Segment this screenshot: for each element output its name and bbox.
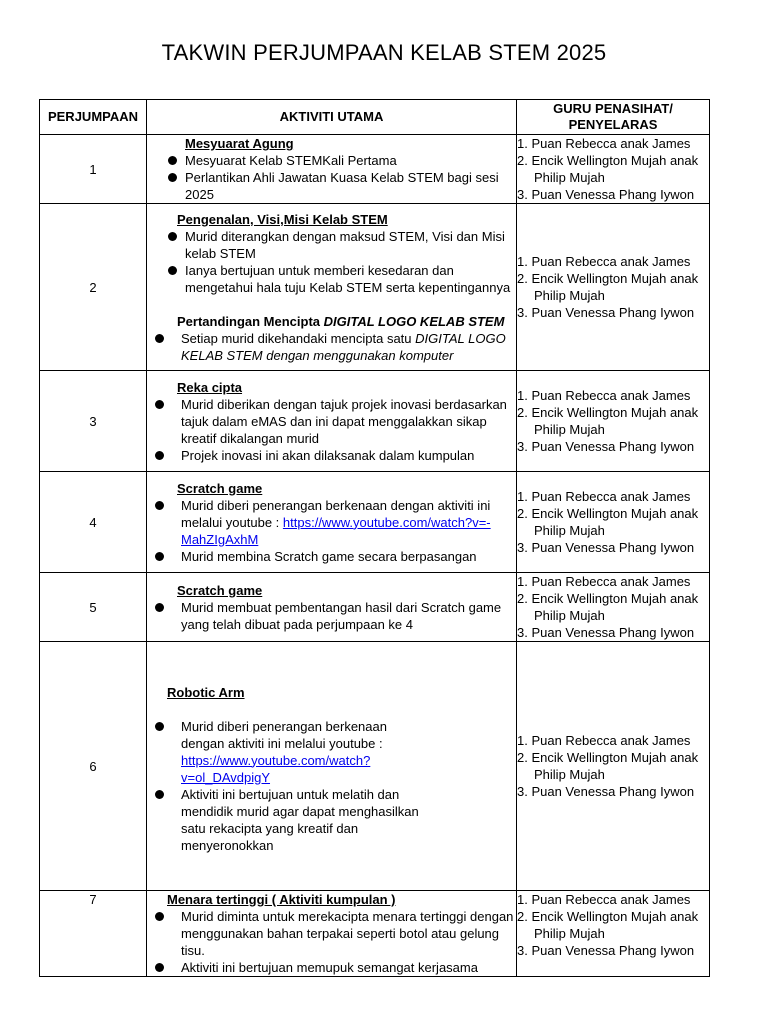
guru-item: 2. Encik Wellington Mujah anak Philip Mujah xyxy=(517,271,699,303)
guru-cell xyxy=(517,371,710,472)
list-item: Aktiviti ini bertujuan untuk melatih dan mendidik murid agar dapat menghasilkan satu rekacipta yang kreatif dan menyeronokkan xyxy=(147,786,516,854)
activity-heading: Menara tertinggi ( Aktiviti kumpulan ) xyxy=(167,892,396,907)
list-item: Murid diterangkan dengan maksud STEM, Visi dan Misi kelab STEM xyxy=(147,228,516,262)
guru-item: 2. Encik Wellington Mujah anak Philip Mujah xyxy=(517,153,699,185)
activity-cell xyxy=(147,135,517,204)
table-row xyxy=(40,642,710,891)
activity-list xyxy=(147,152,516,203)
youtube-link[interactable]: https://www.youtube.com/watch?v=-MahZIgAxhM xyxy=(181,514,491,547)
list-item: Murid diberikan dengan tajuk projek inovasi berdasarkan tajuk dalam eMAS dan ini dapat menggalakkan sikap kreatif dikalangan murid xyxy=(147,396,516,447)
guru-cell xyxy=(517,891,710,977)
guru-item: 3. Puan Venessa Phang Iywon xyxy=(517,187,695,202)
activity-cell xyxy=(147,642,517,891)
guru-item: 2. Encik Wellington Mujah anak Philip Mujah xyxy=(517,591,699,623)
guru-list xyxy=(517,891,709,959)
activity-heading: Reka cipta xyxy=(177,379,243,395)
schedule-table xyxy=(39,99,710,977)
activity-cell xyxy=(147,573,517,642)
guru-cell xyxy=(517,135,710,204)
list-item: Perlantikan Ahli Jawatan Kuasa Kelab STEM bagi sesi 2025 xyxy=(147,169,516,203)
activity-heading: Pengenalan, Visi,Misi Kelab STEM xyxy=(177,211,388,227)
guru-list xyxy=(517,732,709,800)
activity-cell xyxy=(147,472,517,573)
list-item: Murid diminta untuk merekacipta menara tertinggi dengan menggunakan bahan terpakai seperti botol atau gelung tisu. xyxy=(147,908,516,959)
guru-item: 2. Encik Wellington Mujah anak Philip Mujah xyxy=(517,909,699,941)
table-row xyxy=(40,135,710,204)
guru-item: 2. Encik Wellington Mujah anak Philip Mujah xyxy=(517,750,699,782)
meeting-number: 3 xyxy=(40,371,147,472)
guru-list xyxy=(517,253,709,321)
list-item: Ianya bertujuan untuk memberi kesedaran dan mengetahui hala tuju Kelab STEM serta kepentingannya xyxy=(147,262,516,296)
guru-item: 1. Puan Rebecca anak James xyxy=(517,254,691,269)
activity-list xyxy=(147,228,516,296)
list-item: Murid membina Scratch game secara berpasangan xyxy=(147,548,516,565)
activity-list xyxy=(147,330,516,364)
meeting-number: 6 xyxy=(40,642,147,891)
guru-cell xyxy=(517,204,710,371)
list-item: Mesyuarat Kelab STEMKali Pertama xyxy=(147,152,516,169)
activity-list xyxy=(147,599,516,633)
guru-item: 1. Puan Rebecca anak James xyxy=(517,733,691,748)
guru-item: 3. Puan Venessa Phang Iywon xyxy=(517,305,695,320)
activity-heading: Scratch game xyxy=(177,582,263,598)
activity-heading: Mesyuarat Agung xyxy=(185,136,294,151)
guru-item: 1. Puan Rebecca anak James xyxy=(517,574,691,589)
guru-item: 1. Puan Rebecca anak James xyxy=(517,489,691,504)
competition-heading: Pertandingan Mencipta DIGITAL LOGO KELAB STEM xyxy=(177,313,505,329)
activity-cell xyxy=(147,204,517,371)
guru-item: 1. Puan Rebecca anak James xyxy=(517,136,691,151)
guru-list xyxy=(517,488,709,556)
guru-item: 3. Puan Venessa Phang Iywon xyxy=(517,439,695,454)
list-item: Murid diberi penerangan berkenaan dengan aktiviti ini melalui youtube : https://www.youtube.com/watch?v=ol_DAvdpigY xyxy=(147,718,516,786)
list-item: Setiap murid dikehandaki mencipta satu DIGITAL LOGO KELAB STEM dengan menggunakan komputer xyxy=(147,330,516,364)
guru-item: 2. Encik Wellington Mujah anak Philip Mujah xyxy=(517,506,699,538)
activity-list xyxy=(147,718,516,854)
guru-cell xyxy=(517,642,710,891)
activity-cell xyxy=(147,371,517,472)
activity-heading: Scratch game xyxy=(177,480,263,496)
meeting-number: 7 xyxy=(40,891,147,977)
meeting-number: 1 xyxy=(40,135,147,204)
meeting-number: 4 xyxy=(40,472,147,573)
guru-item: 3. Puan Venessa Phang Iywon xyxy=(517,784,695,799)
guru-item: 3. Puan Venessa Phang Iywon xyxy=(517,540,695,555)
activity-list xyxy=(147,497,516,565)
guru-item: 1. Puan Rebecca anak James xyxy=(517,388,691,403)
activity-list xyxy=(147,396,516,464)
header-guru: GURU PENASIHAT/ PENYELARAS xyxy=(517,100,710,135)
table-row xyxy=(40,891,710,977)
table-row xyxy=(40,573,710,642)
guru-cell xyxy=(517,472,710,573)
guru-list xyxy=(517,573,709,641)
table-header-row xyxy=(40,100,710,135)
guru-item: 2. Encik Wellington Mujah anak Philip Mujah xyxy=(517,405,699,437)
meeting-number: 5 xyxy=(40,573,147,642)
activity-list xyxy=(147,908,516,976)
header-perjumpaan: PERJUMPAAN xyxy=(40,100,147,135)
guru-item: 3. Puan Venessa Phang Iywon xyxy=(517,943,695,958)
guru-cell xyxy=(517,573,710,642)
meeting-number: 2 xyxy=(40,204,147,371)
list-item: Aktiviti ini bertujuan memupuk semangat kerjasama xyxy=(147,959,516,976)
table-row xyxy=(40,204,710,371)
guru-list xyxy=(517,135,709,203)
list-item: Projek inovasi ini akan dilaksanak dalam kumpulan xyxy=(147,447,516,464)
page-title: TAKWIN PERJUMPAAN KELAB STEM 2025 xyxy=(161,40,607,65)
guru-list xyxy=(517,387,709,455)
table-row xyxy=(40,472,710,573)
youtube-link[interactable]: https://www.youtube.com/watch?v=ol_DAvdpigY xyxy=(181,752,371,785)
list-item: Murid diberi penerangan berkenaan dengan aktiviti ini melalui youtube : https://www.youtube.com/watch?v=-MahZIgAxhM xyxy=(147,497,516,548)
activity-heading: Robotic Arm xyxy=(167,684,245,700)
guru-item: 1. Puan Rebecca anak James xyxy=(517,892,691,907)
guru-item: 3. Puan Venessa Phang Iywon xyxy=(517,625,695,640)
table-row xyxy=(40,371,710,472)
list-item: Murid membuat pembentangan hasil dari Scratch game yang telah dibuat pada perjumpaan ke 4 xyxy=(147,599,516,633)
header-aktiviti: AKTIVITI UTAMA xyxy=(147,100,517,135)
activity-cell xyxy=(147,891,517,977)
